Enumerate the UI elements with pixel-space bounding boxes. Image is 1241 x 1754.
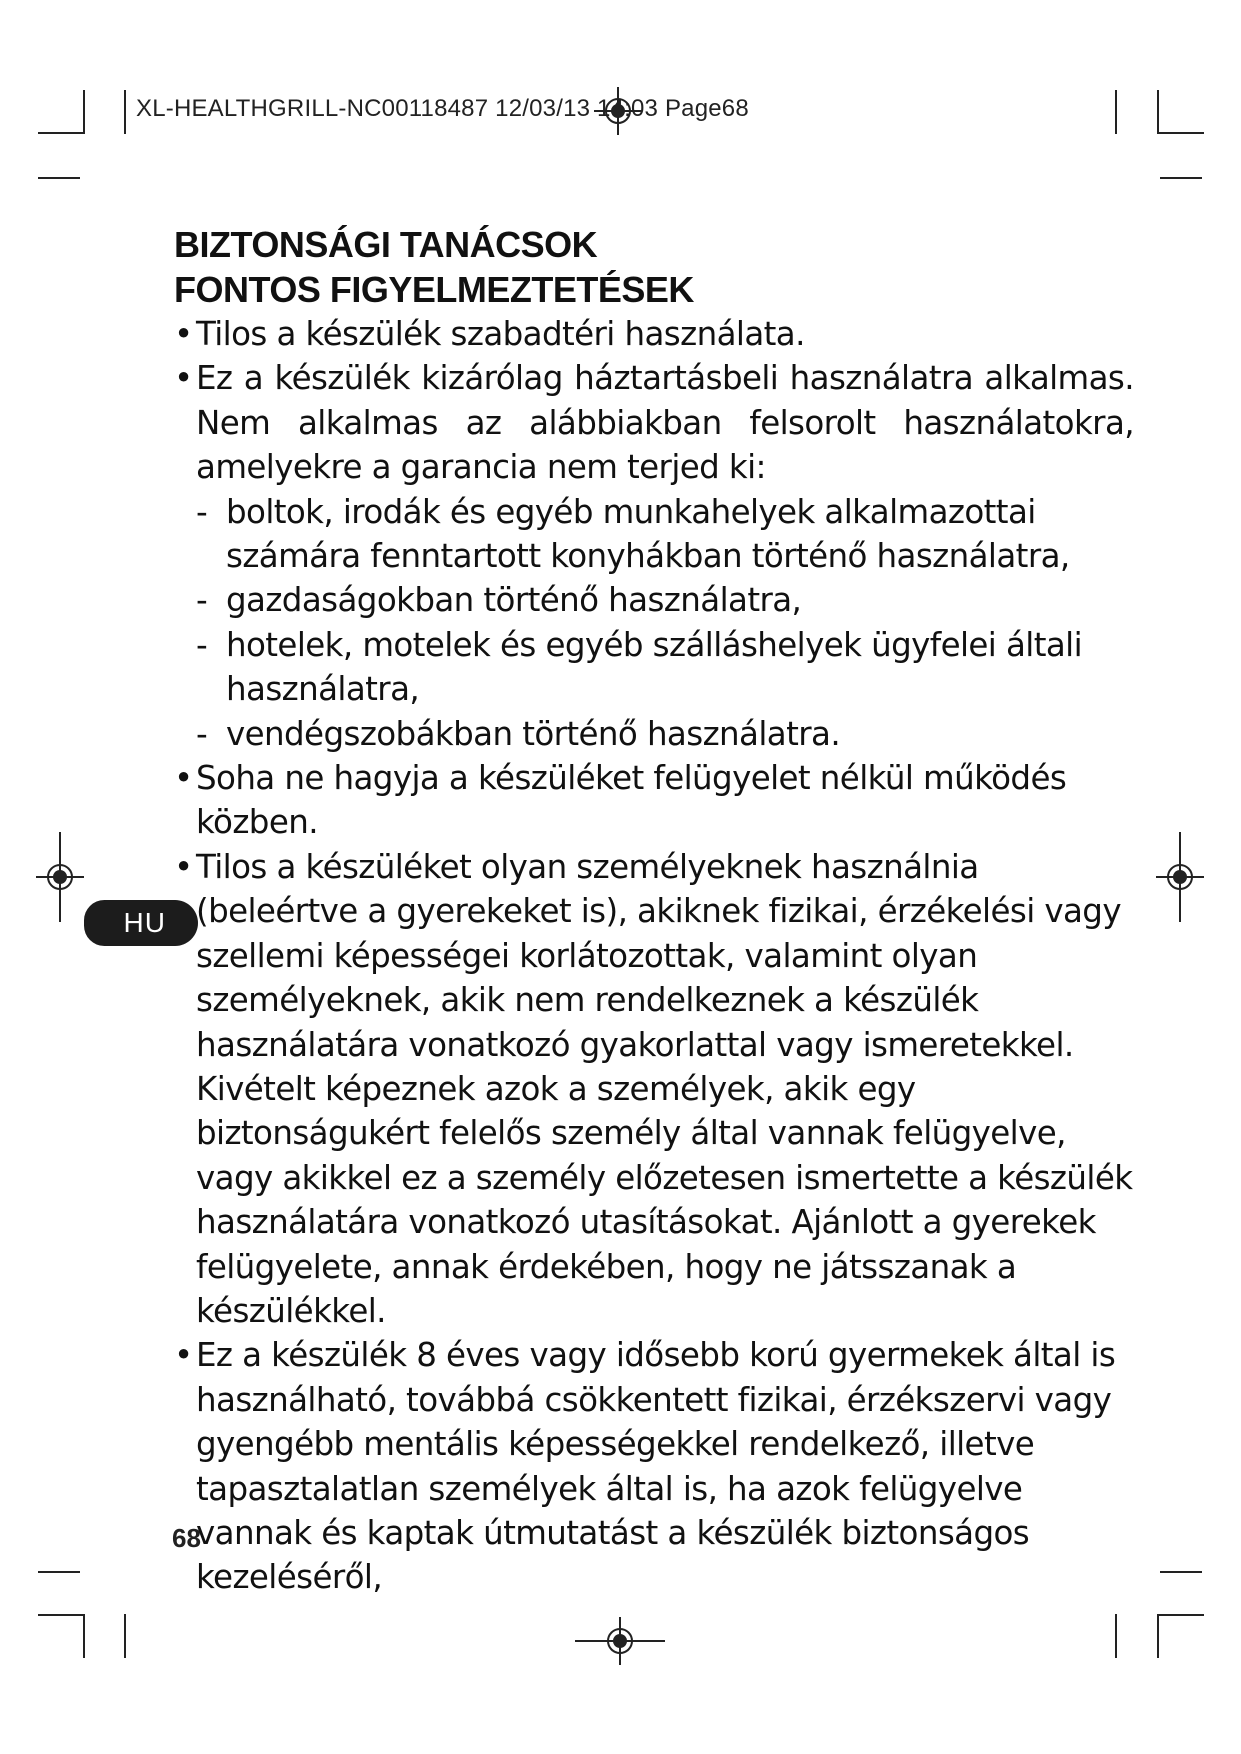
dash-list <box>174 490 1134 756</box>
print-slug-line: XL-HEALTHGRILL-NC00118487 12/03/13 14:03 Page68 <box>136 95 749 122</box>
dash-list-item <box>174 712 1134 756</box>
dash-icon: - <box>196 581 208 620</box>
dash-icon: - <box>196 625 208 664</box>
bullet-item <box>174 312 1134 356</box>
bullet-item <box>174 1333 1134 1599</box>
bullet-text: Ez a készülék kizárólag háztartásbeli használatra alkalmas. Nem alkalmas az alábbiakban felsorolt használatokra, amelyekre a garancia nem terjed ki: <box>196 359 1134 487</box>
bullet-text: Tilos a készülék szabadtéri használata. <box>196 315 805 353</box>
dash-item-text: gazdaságokban történő használatra, <box>226 581 802 620</box>
bullet-text: Ez a készülék 8 éves vagy idősebb korú gyermekek által is használható, továbbá csökkentett fizikai, érzékszervi vagy gyengébb mentális képességekkel rendelkező, illetve tapasztalatlan személyek által is, ha azok felügyelve vannak és kaptak útmutatást a készülék biztonságos kezeléséről, <box>196 1336 1116 1597</box>
dash-list-item <box>174 490 1134 579</box>
dash-list-item <box>174 623 1134 712</box>
section-subtitle: FONTOS FIGYELMEZTETÉSEK <box>174 269 694 310</box>
dash-item-text: boltok, irodák és egyéb munkahelyek alkalmazottai számára fenntartott konyhákban történő használatra, <box>226 492 1070 576</box>
dash-item-text: vendégszobákban történő használatra. <box>226 714 841 753</box>
bullet-icon: • <box>174 1336 193 1375</box>
bullet-icon: • <box>174 315 193 353</box>
bullet-item <box>174 845 1134 1333</box>
bullet-icon: • <box>174 847 193 886</box>
dash-icon: - <box>196 714 208 753</box>
dash-list-item <box>174 578 1134 622</box>
page-number: 68 <box>172 1523 201 1553</box>
registration-mark-bottom-icon <box>575 1615 665 1667</box>
bullet-item <box>174 756 1134 845</box>
dash-icon: - <box>196 492 208 531</box>
section-title: BIZTONSÁGI TANÁCSOK <box>174 224 598 265</box>
safety-instructions <box>174 222 1134 1600</box>
registration-mark-right-icon <box>1154 832 1206 922</box>
bullet-icon: • <box>174 759 193 798</box>
dash-item-text: hotelek, motelek és egyéb szálláshelyek ügyfelei általi használatra, <box>226 625 1083 709</box>
language-badge: HU <box>84 900 198 946</box>
bullet-text: Soha ne hagyja a készüléket felügyelet nélkül működés közben. <box>196 759 1067 842</box>
bullet-text: Tilos a készüléket olyan személyeknek használnia (beleértve a gyerekeket is), akiknek fizikai, érzékelési vagy szellemi képességei korlátozottak, valamint olyan személyeknek, akik nem rendelkeznek a készülék használatára vonatkozó gyakorlattal vagy ismeretekkel. Kivételt képeznek azok a személyek, akik egy biztonságukért felelős személy által vannak felügyelve, vagy akikkel ez a személy előzetesen ismertette a készülék használatára vonatkozó utasításokat. Ajánlott a gyerekek felügyelete, annak érdekében, hogy ne játsszanak a készülékkel. <box>196 847 1133 1330</box>
bullet-icon: • <box>174 359 193 398</box>
registration-mark-left-icon <box>34 832 86 922</box>
bullet-item <box>174 356 1134 489</box>
